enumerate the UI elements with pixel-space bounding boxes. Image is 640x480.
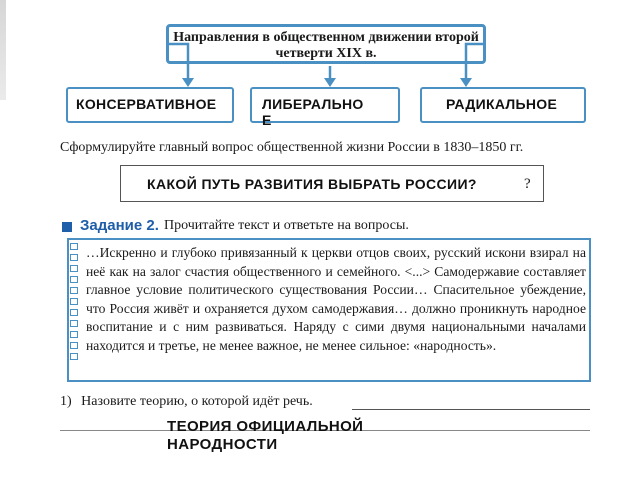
tick-icon <box>70 265 78 272</box>
main-question: Сформулируйте главный вопрос общественной жизни России в 1830–1850 гг. <box>60 140 524 155</box>
task-square-icon <box>62 222 72 232</box>
quote-margin-ticks <box>70 243 80 364</box>
answer-main-question: КАКОЙ ПУТЬ РАЗВИТИЯ ВЫБРАТЬ РОССИИ? <box>147 176 477 192</box>
task-instruction: Прочитайте текст и ответьте на вопросы. <box>164 218 409 233</box>
category-radical: РАДИКАЛЬНОЕ <box>446 96 558 112</box>
arrow-head-center <box>324 78 336 87</box>
tick-icon <box>70 287 78 294</box>
category-liberal: ЛИБЕРАЛЬНОЕ <box>262 96 364 128</box>
task-label: Задание 2. <box>80 217 159 234</box>
tick-icon <box>70 254 78 261</box>
question-1-number: 1) <box>60 394 72 409</box>
arrow-head-right <box>460 78 472 87</box>
answer-question-1: ТЕОРИЯ ОФИЦИАЛЬНОЙ НАРОДНОСТИ <box>167 418 364 453</box>
question-1 <box>60 394 313 410</box>
tick-icon <box>70 353 78 360</box>
connector-right <box>466 44 486 80</box>
answer-line-1[interactable] <box>352 409 590 410</box>
connector-left <box>166 44 188 80</box>
arrow-head-left <box>182 78 194 87</box>
tick-icon <box>70 320 78 327</box>
tick-icon <box>70 298 78 305</box>
question-1-text: Назовите теорию, о которой идёт речь. <box>81 394 313 409</box>
tick-icon <box>70 342 78 349</box>
category-conservative: КОНСЕРВАТИВНОЕ <box>76 96 217 112</box>
answer-question-mark: ? <box>524 176 531 192</box>
quote-text: …Искренно и глубоко привязанный к церкви отцов своих, русский искони взирал на неё как на залог счастия общественного и семейного. <...> Самодержавие составляет главное условие политического существования России… Спасительное убеждение, что Россия живёт и охраняется духом самодержавия… должно проникнуть народное воспитание и с ним развиваться. Наряду с сими двумя национальными началами находится и третье, не менее важное, не менее сильное: «народность». <box>86 245 586 353</box>
tick-icon <box>70 243 78 250</box>
diagram-title-text: Направления в общественном движении второй четверти XIX в. <box>173 30 479 61</box>
tick-icon <box>70 309 78 316</box>
tick-icon <box>70 276 78 283</box>
tick-icon <box>70 331 78 338</box>
diagram-connectors <box>0 0 640 100</box>
